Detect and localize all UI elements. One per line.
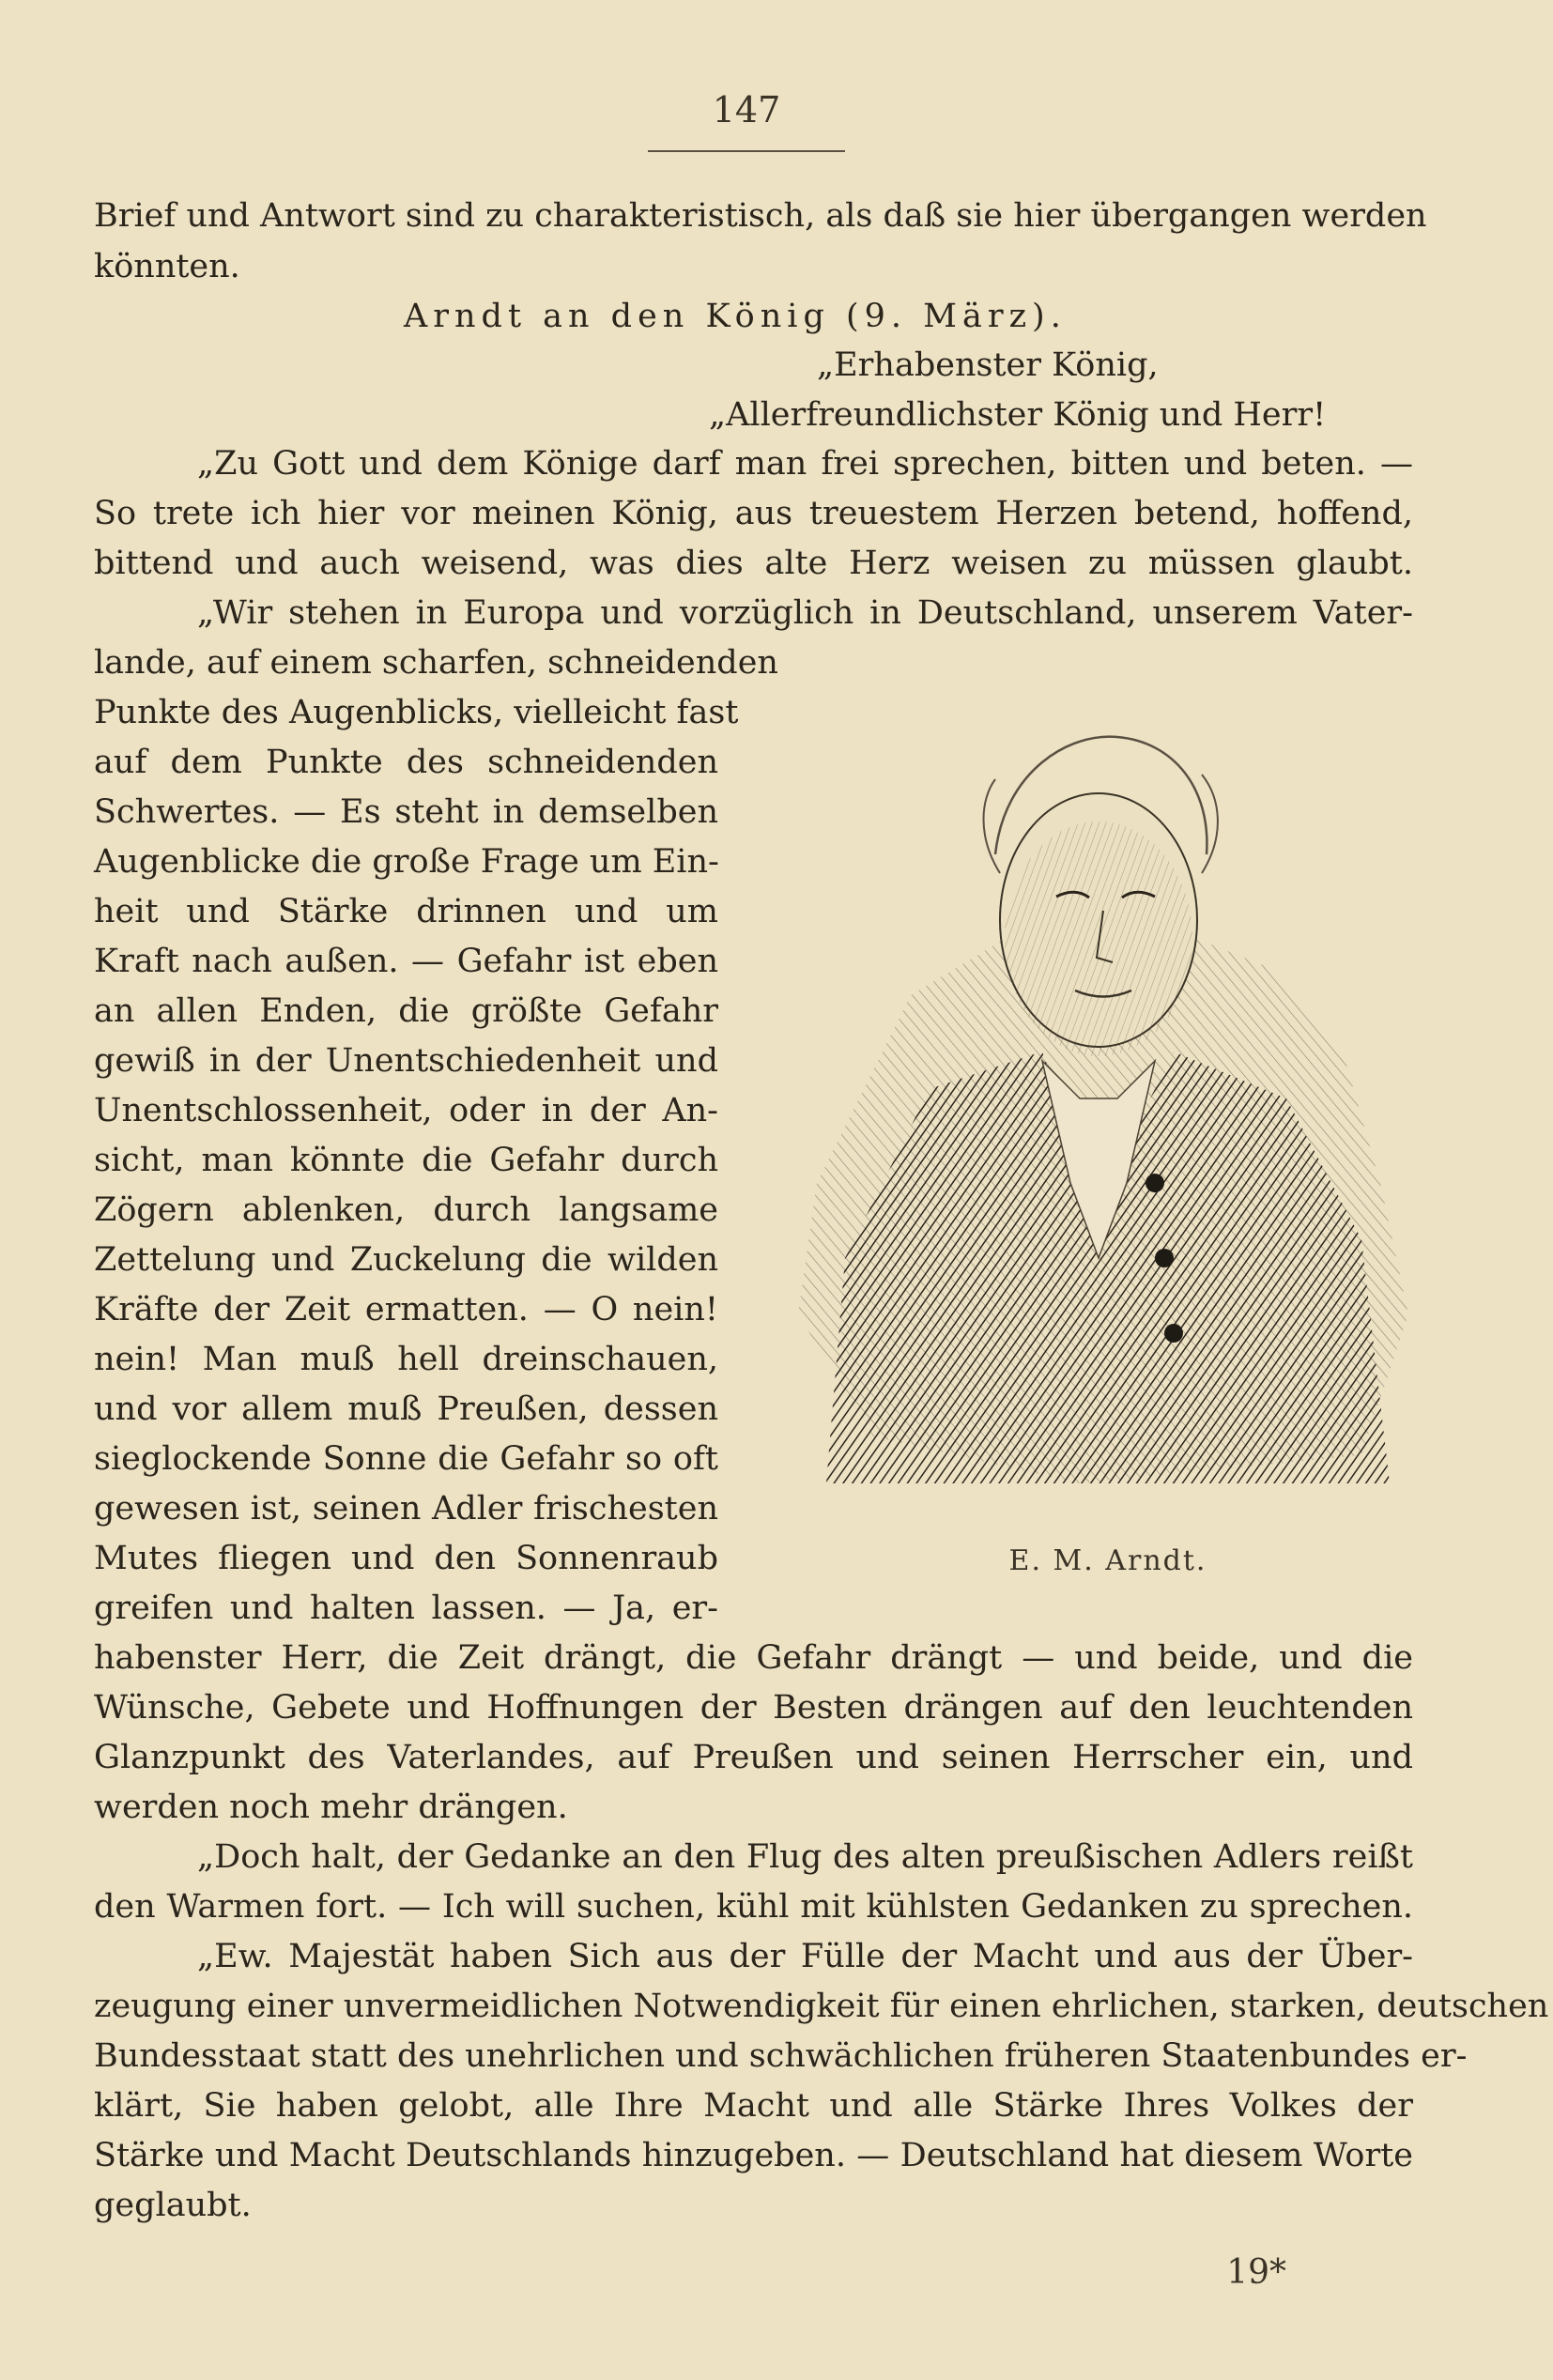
text-line: und vor allem muß Preußen, dessen [94,1390,718,1428]
text-line: Kräfte der Zeit ermatten. — O nein! [94,1291,718,1328]
text-line: Zettelung und Zuckelung die wilden [94,1241,718,1279]
text-line: Schwertes. — Es steht in demselben [94,793,718,831]
text-line: Wünsche, Gebete und Hoffnungen der Besten drängen auf den leuchtenden [94,1689,1413,1727]
text-line: an allen Enden, die größte Gefahr [94,992,718,1030]
text-line: Bundesstaat statt des unehrlichen und schwächlichen früheren Staatenbundes er- [94,2037,1468,2075]
text-line: Stärke und Macht Deutschlands hinzugeben. — Deutschland hat diesem Worte [94,2137,1413,2174]
text-line: werden noch mehr drängen. [94,1789,568,1826]
text-line: greifen und halten lassen. — Ja, er- [94,1589,718,1627]
text-line: Unentschlossenheit, oder in der An- [94,1092,718,1129]
text-line: Augenblicke die große Frage um Ein- [94,843,719,881]
text-line: „Wir stehen in Europa und vorzüglich in Deutschland, unserem Vater- [197,594,1413,632]
portrait-caption: E. M. Arndt. [1008,1544,1207,1577]
text-line: geglaubt. [94,2187,252,2224]
text-line: Mutes fliegen und den Sonnenraub [94,1540,718,1577]
salutation-line: „Allerfreundlichster König und Herr! [709,396,1327,434]
text-line: Glanzpunkt des Vaterlandes, auf Preußen und seinen Herrscher ein, und [94,1739,1413,1776]
text-line: den Warmen fort. — Ich will suchen, kühl mit kühlsten Gedanken zu sprechen. [94,1888,1413,1926]
text-line: So trete ich hier vor meinen König, aus treuestem Herzen betend, hoffend, [94,495,1413,532]
text-line: zeugung einer unvermeidlichen Notwendigkeit für einen ehrlichen, starken, deutschen [94,1988,1549,2025]
text-line: Zögern ablenken, durch langsame [94,1191,718,1229]
text-line: gewesen ist, seinen Adler frischesten [94,1490,718,1528]
text-line: könnten. [94,248,240,285]
header-rule [648,150,845,152]
text-line: „Ew. Majestät haben Sich aus der Fülle der Macht und aus der Über- [197,1938,1413,1975]
page-number: 147 [712,89,781,131]
text-line: klärt, Sie haben gelobt, alle Ihre Macht und alle Stärke Ihres Volkes der [94,2087,1413,2125]
text-line: bittend und auch weisend, was dies alte Herz weisen zu müssen glaubt. [94,545,1413,582]
text-line: „Zu Gott und dem Könige darf man frei sprechen, bitten und beten. — [197,445,1413,483]
text-line: Punkte des Augenblicks, vielleicht fast [94,694,739,731]
text-line: „Doch halt, der Gedanke an den Flug des alten preußischen Adlers reißt [197,1838,1413,1876]
salutation-line: „Erhabenster König, [817,346,1159,384]
text-line: gewiß in der Unentschiedenheit und [94,1042,718,1080]
arndt-portrait-engraving [761,657,1418,1526]
text-line: nein! Man muß hell dreinschauen, [94,1341,718,1378]
text-line: lande, auf einem scharfen, schneidenden [94,644,778,682]
text-line: heit und Stärke drinnen und um [94,893,718,930]
printer-signature: 19* [1226,2253,1286,2292]
text-line: habenster Herr, die Zeit drängt, die Gefahr drängt — und beide, und die [94,1639,1413,1677]
text-line: Kraft nach außen. — Gefahr ist eben [94,943,718,980]
text-line: sicht, man könnte die Gefahr durch [94,1142,718,1179]
section-heading: Arndt an den König (9. März). [404,298,1067,335]
text-line: auf dem Punkte des schneidenden [94,744,718,781]
text-line: Brief und Antwort sind zu charakteristisch, als daß sie hier übergangen werden [94,197,1427,235]
text-line: sieglockende Sonne die Gefahr so oft [94,1440,718,1478]
